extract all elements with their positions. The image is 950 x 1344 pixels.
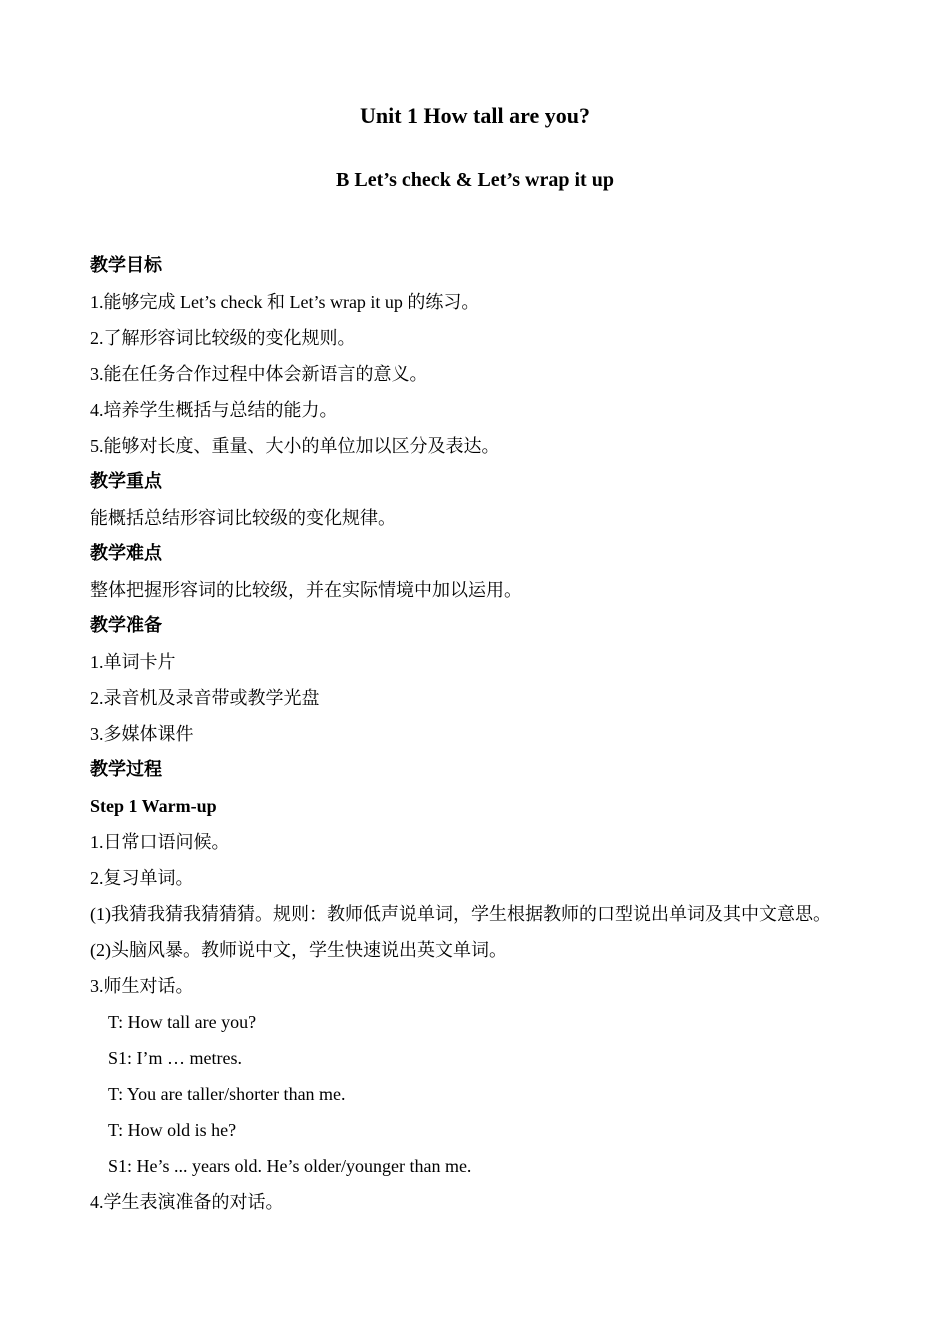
objective-item: 2.了解形容词比较级的变化规则。 xyxy=(90,328,356,348)
document-body xyxy=(90,248,865,1220)
dialog-line: T: How tall are you? xyxy=(108,1012,257,1032)
objective-item: 3.能在任务合作过程中体会新语言的意义。 xyxy=(90,364,428,384)
process-item: 3.师生对话。 xyxy=(90,976,194,996)
objective-item: 4.培养学生概括与总结的能力。 xyxy=(90,400,338,420)
section-heading-objectives: 教学目标 xyxy=(90,255,162,276)
dialog-line: T: You are taller/shorter than me. xyxy=(108,1084,346,1104)
document-subtitle: B Let’s check & Let’s wrap it up xyxy=(336,169,614,191)
dialog-line: S1: I’m … metres. xyxy=(108,1048,242,1068)
section-heading-difficulties: 教学难点 xyxy=(90,543,162,564)
section-heading-process: 教学过程 xyxy=(90,759,162,780)
objective-item: 1.能够完成 Let’s check 和 Let’s wrap it up 的练习。 xyxy=(90,292,480,312)
section-heading-key-points: 教学重点 xyxy=(90,471,162,492)
dialog-line: S1: He’s ... years old. He’s older/younger than me. xyxy=(108,1156,472,1176)
objective-item: 5.能够对长度、重量、大小的单位加以区分及表达。 xyxy=(90,436,500,456)
process-subitem: (2)头脑风暴。教师说中文，学生快速说出英文单词。 xyxy=(90,940,507,960)
preparation-item: 1.单词卡片 xyxy=(90,652,176,672)
document-title: Unit 1 How tall are you? xyxy=(360,103,590,128)
preparation-item: 3.多媒体课件 xyxy=(90,724,194,744)
preparation-item: 2.录音机及录音带或教学光盘 xyxy=(90,688,320,708)
process-subitem: (1)我猜我猜我猜猜猜。规则：教师低声说单词，学生根据教师的口型说出单词及其中文意思。 xyxy=(90,904,831,924)
process-item: 1.日常口语问候。 xyxy=(90,832,230,852)
dialog-line: T: How old is he? xyxy=(108,1120,237,1140)
step-title: Step 1 Warm-up xyxy=(90,796,217,816)
difficulties-text: 整体把握形容词的比较级，并在实际情境中加以运用。 xyxy=(90,580,522,600)
section-heading-preparation: 教学准备 xyxy=(90,615,162,636)
process-item: 2.复习单词。 xyxy=(90,868,194,888)
process-item: 4.学生表演准备的对话。 xyxy=(90,1192,284,1212)
key-points-text: 能概括总结形容词比较级的变化规律。 xyxy=(90,508,396,528)
